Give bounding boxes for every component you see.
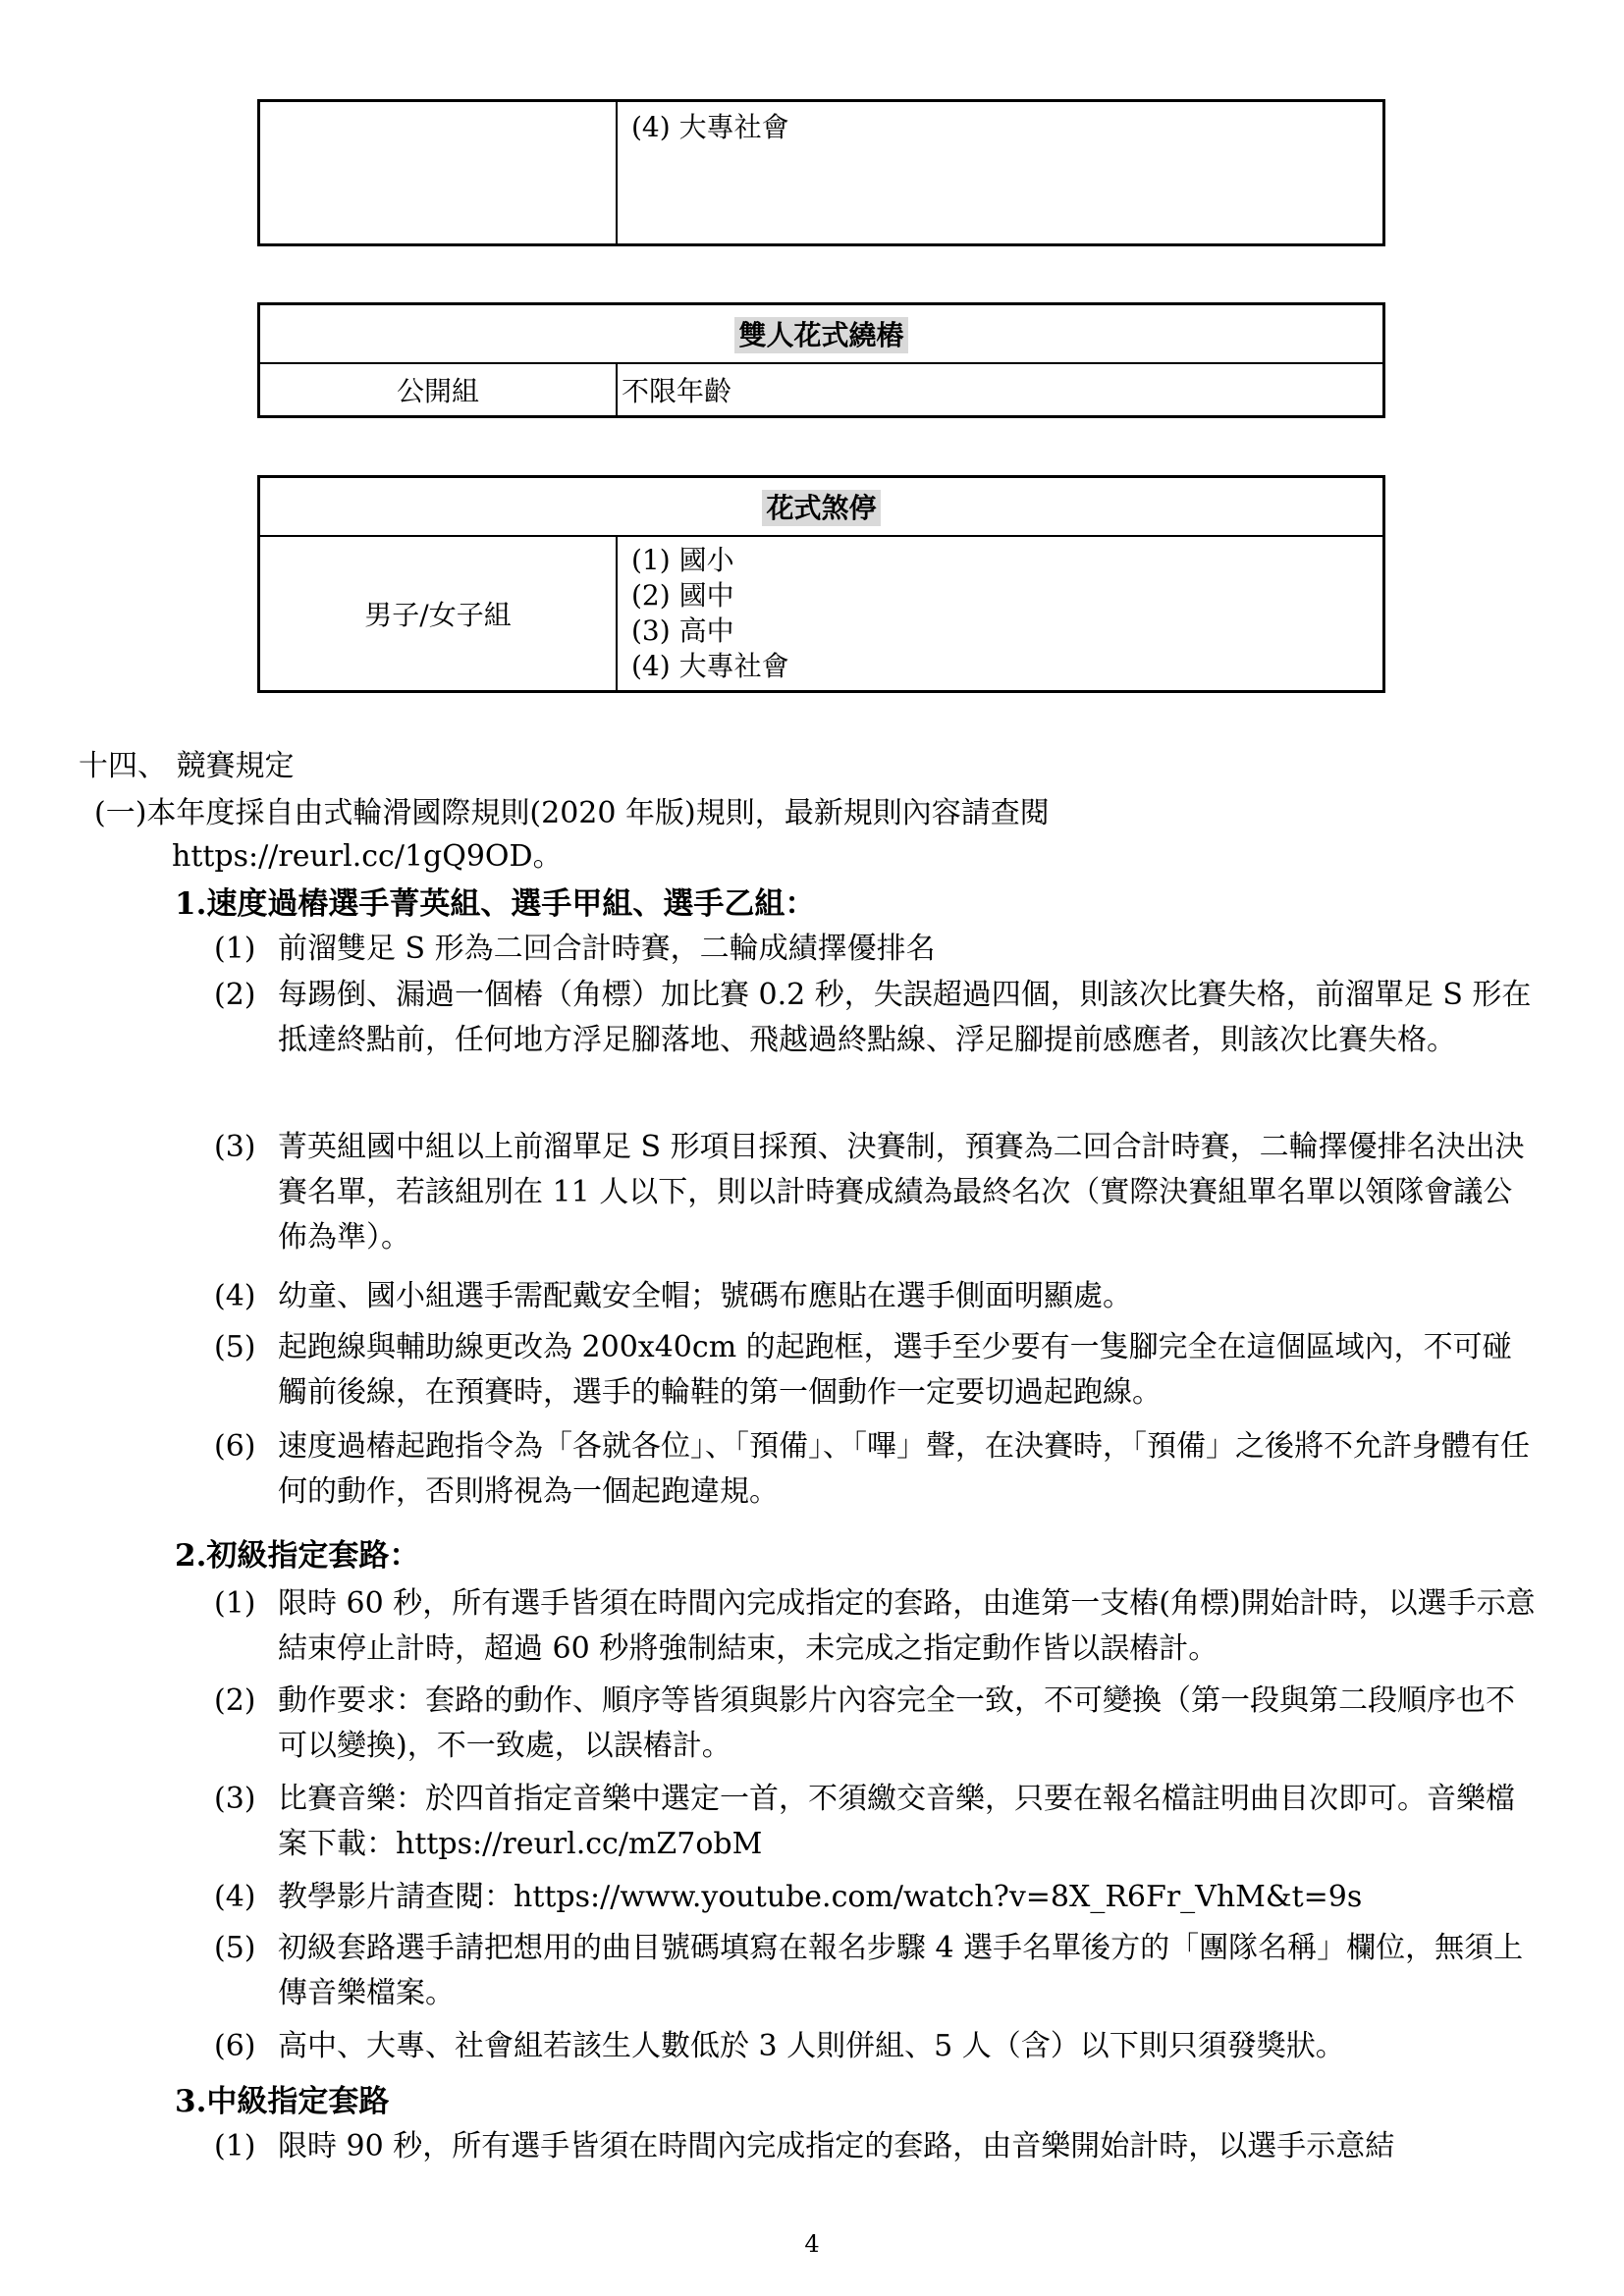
item-number: (4) — [214, 1279, 256, 1313]
table-top-fragment — [257, 99, 1385, 246]
item-text: 動作要求：套路的動作、順序等皆須與影片內容完全一致，不可變換（第一段與第二段順序也不可以變換)，不一致處，以誤樁計。 — [278, 1683, 1515, 1763]
heading-intermediate-routine: 3.中級指定套路 — [175, 2084, 390, 2119]
list-item — [214, 927, 1540, 972]
heading-beginner-routine: 2.初級指定套路： — [175, 1538, 420, 1574]
item-text: 速度過樁起跑指令為「各就各位」、「預備」、「嗶」聲，在決賽時，「預備」之後將不允許身體有任何的動作，否則將視為一個起跑違規。 — [278, 1429, 1530, 1509]
list-item — [214, 1581, 1540, 1672]
table-pair-left: 公開組 — [259, 363, 618, 417]
list-item — [214, 1679, 1540, 1769]
table-pair-title — [259, 304, 1384, 364]
table-top-right-text: (4) 大專社會 — [631, 111, 789, 143]
list-item — [214, 1125, 1540, 1260]
item-text: 菁英組國中組以上前溜單足 S 形項目採預、決賽制，預賽為二回合計時賽，二輪擇優排名決出決賽名單，若該組別在 11 人以下，則以計時賽成績為最終名次（實際決賽組單名單以領隊會議公佈為準）。 — [278, 1130, 1525, 1255]
item-number: (5) — [214, 1931, 256, 1965]
list-item — [214, 2124, 1569, 2169]
table-brake-list — [617, 536, 1384, 692]
list-item — [214, 1926, 1540, 2016]
subsection-heading: (一)本年度採自由式輪滑國際規則(2020 年版)規則，最新規則內容請查閱 — [94, 796, 1050, 830]
item-text: 比賽音樂：於四首指定音樂中選定一首，不須繳交音樂，只要在報名檔註明曲目次即可。音樂檔案下載：https://reurl.cc/mZ7obM — [278, 1782, 1515, 1861]
list-item — [214, 1274, 1540, 1319]
item-number: (5) — [214, 1330, 256, 1364]
item-text: 高中、大專、社會組若該生人數低於 3 人則併組、5 人（含）以下則只須發獎狀。 — [278, 2029, 1345, 2063]
item-number: (3) — [214, 1130, 256, 1164]
list-item — [214, 1777, 1540, 1867]
table-top-left-cell — [259, 101, 618, 245]
item-number: (1) — [214, 1586, 256, 1621]
item-text: 初級套路選手請把想用的曲目號碼填寫在報名步驟 4 選手名單後方的「團隊名稱」欄位，無須上傳音樂檔案。 — [278, 1931, 1524, 2010]
item-text: 前溜雙足 S 形為二回合計時賽，二輪成績擇優排名 — [278, 932, 936, 966]
item-text: 教學影片請查閱：https://www.youtube.com/watch?v=8X_R6Fr_VhM&t=9s — [278, 1880, 1363, 1914]
item-number: (6) — [214, 1429, 256, 1464]
item-number: (1) — [214, 2129, 256, 2163]
item-number: (2) — [214, 1683, 256, 1718]
item-text: 每踢倒、漏過一個樁（角標）加比賽 0.2 秒，失誤超過四個，則該次比賽失格，前溜單足 S 形在抵達終點前，任何地方浮足腳落地、飛越過終點線、浮足腳提前感應者，則該次比賽失格。 — [278, 978, 1532, 1057]
item-number: (6) — [214, 2029, 256, 2063]
item-text: 限時 90 秒，所有選手皆須在時間內完成指定的套路，由音樂開始計時，以選手示意結 — [278, 2129, 1395, 2163]
table-brake-item: (1) 國小 — [631, 544, 734, 576]
item-text: 限時 60 秒，所有選手皆須在時間內完成指定的套路，由進第一支樁(角標)開始計時，以選手示意結束停止計時，超過 60 秒將強制結束，未完成之指定動作皆以誤樁計。 — [278, 1586, 1536, 1666]
table-brake-title-text: 花式煞停 — [762, 490, 880, 526]
list-item — [214, 1875, 1540, 1920]
table-top-right-cell — [617, 101, 1384, 245]
list-item — [214, 1325, 1540, 1415]
item-number: (1) — [214, 932, 256, 966]
item-text: 幼童、國小組選手需配戴安全帽；號碼布應貼在選手側面明顯處。 — [278, 1279, 1132, 1313]
table-pair-title-text: 雙人花式繞樁 — [734, 317, 907, 353]
table-brake — [257, 475, 1385, 693]
table-pair-right: 不限年齡 — [617, 363, 1384, 417]
table-brake-left: 男子/女子組 — [259, 536, 618, 692]
table-brake-title — [259, 477, 1384, 537]
item-number: (2) — [214, 978, 256, 1012]
section-heading: 十四、 競賽規定 — [79, 749, 295, 783]
item-text: 起跑線與輔助線更改為 200x40cm 的起跑框，選手至少要有一隻腳完全在這個區域內，不可碰觸前後線，在預賽時，選手的輪鞋的第一個動作一定要切過起跑線。 — [278, 1330, 1512, 1410]
list-item — [214, 973, 1540, 1063]
page-number: 4 — [804, 2230, 820, 2258]
table-brake-item: (2) 國中 — [631, 579, 734, 612]
rules-link[interactable]: https://reurl.cc/1gQ9OD。 — [172, 839, 563, 874]
table-pair-pattern — [257, 302, 1385, 418]
list-item — [214, 2024, 1540, 2069]
item-number: (4) — [214, 1880, 256, 1914]
heading-speed-slalom: 1.速度過樁選手菁英組、選手甲組、選手乙組： — [175, 886, 816, 922]
table-brake-item: (4) 大專社會 — [631, 650, 789, 682]
item-number: (3) — [214, 1782, 256, 1816]
table-brake-item: (3) 高中 — [631, 614, 734, 647]
list-item — [214, 1424, 1540, 1515]
